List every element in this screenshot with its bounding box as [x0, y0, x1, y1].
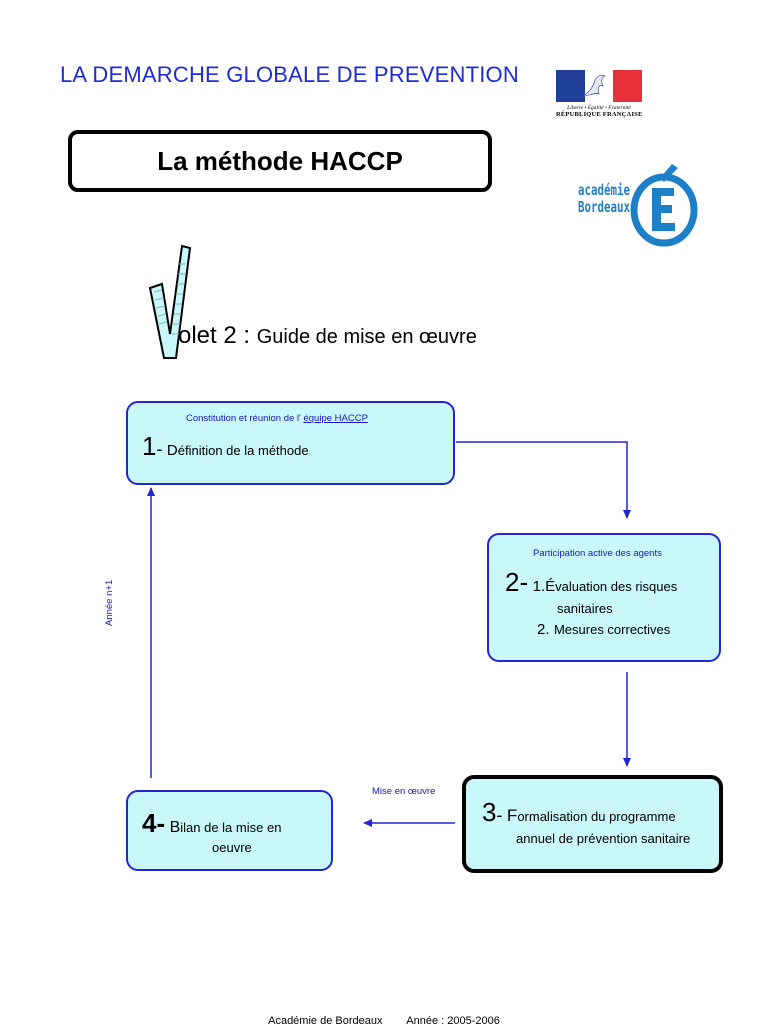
rf-motto: Liberté • Égalité • Fraternité: [567, 105, 631, 111]
header-title: LA DEMARCHE GLOBALE DE PREVENTION: [60, 62, 519, 87]
step-2-item2: 2. Mesures correctives: [537, 621, 671, 638]
rf-name: RÉPUBLIQUE FRANÇAISE: [556, 111, 643, 118]
arrow-label-mise-en-oeuvre: Mise en œuvre: [372, 786, 436, 797]
step-4-box: [126, 790, 333, 871]
step-2-number-line: 2- 1.Évaluation des risques: [505, 567, 678, 597]
step-3-label-cont: annuel de prévention sanitaire: [516, 831, 691, 846]
page-title: La méthode HACCP: [157, 145, 403, 176]
arrow-1-to-2: [456, 442, 627, 518]
step-3-label: 3- Formalisation du programme: [482, 797, 676, 827]
step-4-label-cont: oeuvre: [212, 840, 252, 855]
step-2-item1-cont: sanitaires: [557, 601, 613, 616]
step-2-box: [487, 533, 721, 662]
step-3-box: [462, 775, 723, 873]
volet-title: olet 2 :: [178, 322, 251, 349]
footer-text: Académie de Bordeaux Année : 2005-2006: [268, 1015, 500, 1027]
step-1-note: Constitution et réunion de l' équipe HACCP: [186, 413, 368, 424]
volet-subtitle: Guide de mise en œuvre: [256, 326, 477, 348]
step-4-label: 4- Bilan de la mise en: [142, 808, 282, 838]
academie-wordmark: académie Bordeaux: [578, 181, 631, 216]
step-1-label: 1- Définition de la méthode: [142, 431, 309, 461]
step-2-note: Participation active des agents: [533, 548, 662, 559]
step-1-box: [126, 401, 455, 485]
arrow-label-annee: Année n+1: [104, 579, 115, 626]
step-1-note-link: équipe HACCP: [303, 413, 368, 424]
